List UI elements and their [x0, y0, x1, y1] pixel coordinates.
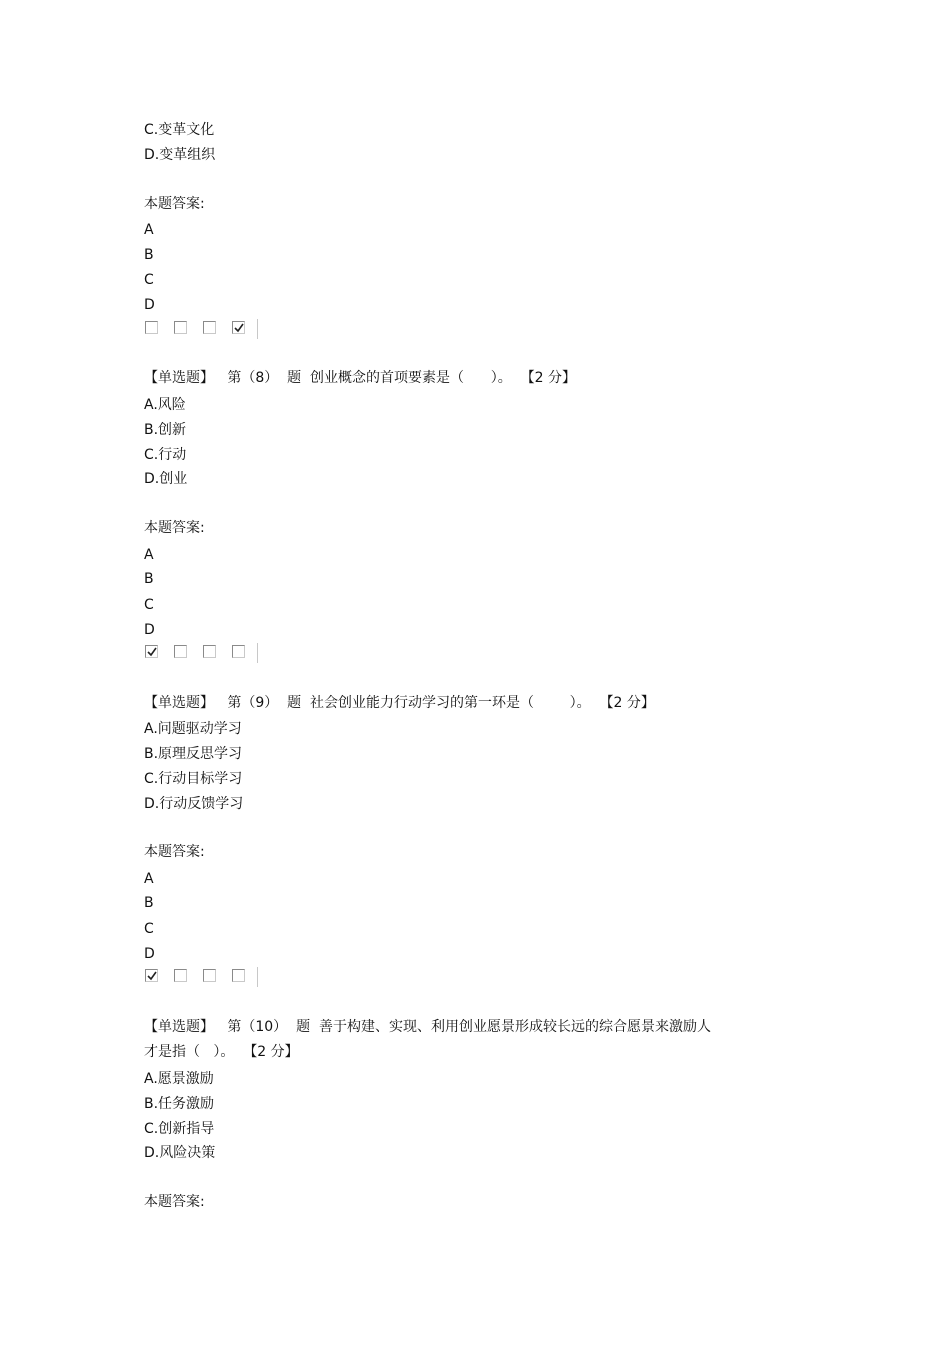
q7-checkbox-c[interactable]	[203, 321, 216, 334]
q9-answer-checkboxes	[143, 967, 259, 987]
q8-option-b: B.创新	[144, 422, 187, 438]
q8-checkbox-c[interactable]	[203, 645, 216, 658]
q7-checkbox-b[interactable]	[174, 321, 187, 334]
q8-answer-label: 本题答案:	[144, 520, 205, 536]
q10-header-line1: 【单选题】 第（10） 题 善于构建、实现、利用创业愿景形成较长远的综合愿景来激励人	[144, 1019, 711, 1035]
q7-choice-d: D	[144, 297, 155, 313]
q7-choice-b: B	[144, 247, 154, 263]
q9-option-a: A.问题驱动学习	[144, 721, 242, 737]
q9-choice-a: A	[144, 871, 154, 887]
q10-option-a: A.愿景激励	[144, 1071, 214, 1087]
q9-checkbox-c[interactable]	[203, 969, 216, 982]
q10-option-b: B.任务激励	[144, 1096, 215, 1112]
q7-checkbox-d[interactable]	[232, 321, 245, 334]
q10-option-d: D.风险决策	[144, 1145, 216, 1161]
q8-checkbox-a[interactable]	[145, 645, 158, 658]
q10-answer-label: 本题答案:	[144, 1194, 205, 1210]
q10-option-c: C.创新指导	[144, 1121, 215, 1137]
checkbox-row-divider	[257, 643, 258, 663]
q8-checkbox-d[interactable]	[232, 645, 245, 658]
q8-choice-c: C	[144, 597, 154, 613]
q8-choice-b: B	[144, 571, 154, 587]
q9-option-c: C.行动目标学习	[144, 771, 243, 787]
q8-header: 【单选题】 第（8） 题 创业概念的首项要素是（ ）。 【2 分】	[144, 370, 577, 386]
q9-choice-b: B	[144, 895, 154, 911]
q9-choice-c: C	[144, 921, 154, 937]
q7-answer-label: 本题答案:	[144, 196, 205, 212]
q8-checkbox-b[interactable]	[174, 645, 187, 658]
q7-checkbox-a[interactable]	[145, 321, 158, 334]
q9-option-d: D.行动反馈学习	[144, 796, 244, 812]
q7-answer-checkboxes	[143, 319, 259, 339]
q8-choice-a: A	[144, 547, 154, 563]
q8-option-c: C.行动	[144, 447, 187, 463]
q9-checkbox-a[interactable]	[145, 969, 158, 982]
q9-header: 【单选题】 第（9） 题 社会创业能力行动学习的第一环是（ ）。 【2 分】	[144, 695, 655, 711]
q10-header-line2: 才是指（ ）。 【2 分】	[144, 1044, 299, 1060]
q8-option-a: A.风险	[144, 397, 186, 413]
q8-choice-d: D	[144, 622, 155, 638]
q9-checkbox-d[interactable]	[232, 969, 245, 982]
checkbox-row-divider	[257, 967, 258, 987]
q7-option-c: C.变革文化	[144, 122, 215, 138]
q8-option-d: D.创业	[144, 471, 188, 487]
q7-choice-c: C	[144, 272, 154, 288]
q9-option-b: B.原理反思学习	[144, 746, 243, 762]
q9-checkbox-b[interactable]	[174, 969, 187, 982]
checkbox-row-divider	[257, 319, 258, 339]
q7-choice-a: A	[144, 222, 154, 238]
q8-answer-checkboxes	[143, 643, 259, 663]
q7-option-d: D.变革组织	[144, 147, 216, 163]
q9-choice-d: D	[144, 946, 155, 962]
q9-answer-label: 本题答案:	[144, 844, 205, 860]
